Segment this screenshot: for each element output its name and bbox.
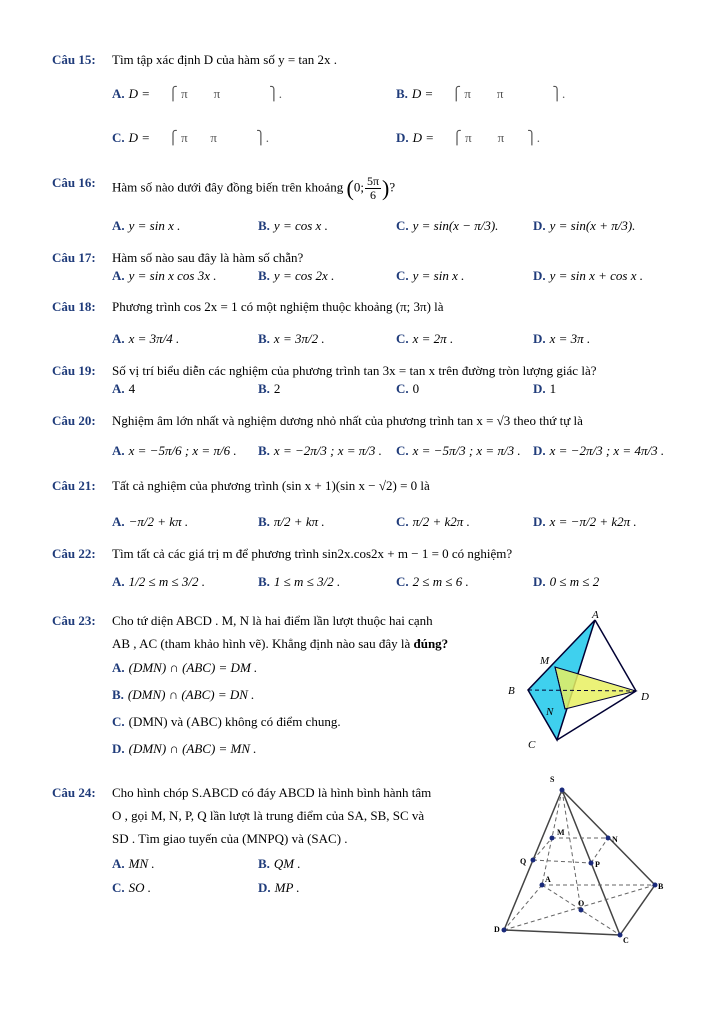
edge-dc bbox=[504, 930, 620, 935]
option-d[interactable]: D. x = −2π/3 ; x = 4π/3 . bbox=[533, 443, 665, 458]
option-d[interactable]: D. MP . bbox=[258, 880, 300, 895]
option-a[interactable]: A. x = −5π/6 ; x = π/6 . bbox=[112, 443, 237, 458]
option-d[interactable]: D. x = −π/2 + k2π . bbox=[533, 514, 637, 529]
option-a[interactable]: A. y = sin x . bbox=[112, 218, 181, 233]
option-a[interactable]: A. y = sin x cos 3x . bbox=[112, 268, 217, 283]
option-a[interactable]: A. −π/2 + kπ . bbox=[112, 514, 189, 529]
label-c: C bbox=[528, 739, 536, 751]
label-n: N bbox=[546, 706, 554, 718]
question-label: Câu 19: bbox=[52, 363, 96, 378]
option-b[interactable]: B. D = ⎧ π π ⎫. bbox=[396, 86, 566, 101]
question-label: Câu 20: bbox=[52, 413, 96, 428]
option-d[interactable]: D. (DMN) ∩ (ABC) = MN . bbox=[112, 741, 257, 756]
option-c[interactable]: C. SO . bbox=[112, 880, 152, 895]
edge-ad bbox=[504, 885, 542, 930]
option-b[interactable]: B. 2 bbox=[258, 381, 281, 396]
section-dmn bbox=[555, 667, 636, 709]
question-text: Phương trình cos 2x = 1 có một nghiệm thuộc khoảng (π; 3π) là bbox=[112, 299, 444, 314]
point-m bbox=[550, 836, 555, 841]
option-b[interactable]: B. y = cos x . bbox=[258, 218, 328, 233]
segment-qm bbox=[533, 838, 552, 860]
question-text: Nghiệm âm lớn nhất và nghiệm dương nhỏ nhất của phương trình tan x = √3 theo thứ tự là bbox=[112, 413, 583, 428]
label-d: D bbox=[494, 925, 500, 934]
question-text-line1: Cho hình chóp S.ABCD có đáy ABCD là hình bình hành tâm bbox=[112, 785, 432, 800]
option-a[interactable]: A. 4 bbox=[112, 381, 136, 396]
option-a[interactable]: A. x = 3π/4 . bbox=[112, 331, 180, 346]
point-s bbox=[560, 788, 565, 793]
label-o: O bbox=[578, 899, 585, 908]
point-d bbox=[502, 928, 507, 933]
label-a: A bbox=[592, 610, 599, 621]
question-text: Hàm số nào dưới đây đồng biến trên khoảng bbox=[112, 179, 344, 195]
option-d[interactable]: D. 1 bbox=[533, 381, 557, 396]
option-a[interactable]: A. D = ⎧ π π ⎫. bbox=[112, 86, 282, 101]
label-a: A bbox=[545, 875, 551, 884]
option-c[interactable]: C. 2 ≤ m ≤ 6 . bbox=[396, 574, 469, 589]
label-m: M bbox=[540, 655, 550, 667]
question-text: Số vị trí biểu diễn các nghiệm của phương trình tan 3x = tan x trên đường tròn lượng giác là? bbox=[112, 363, 597, 378]
option-a[interactable]: A. MN . bbox=[112, 856, 155, 871]
option-b[interactable]: B. x = −2π/3 ; x = π/3 . bbox=[258, 443, 382, 458]
question-label: Câu 17: bbox=[52, 250, 96, 265]
option-c[interactable]: C. 0 bbox=[396, 381, 420, 396]
question-label: Câu 16: bbox=[52, 175, 96, 190]
option-b[interactable]: B. QM . bbox=[258, 856, 301, 871]
option-a[interactable]: A. (DMN) ∩ (ABC) = DM . bbox=[112, 660, 258, 675]
option-b[interactable]: B. x = 3π/2 . bbox=[258, 331, 325, 346]
question-label: Câu 15: bbox=[52, 52, 96, 67]
question-label: Câu 24: bbox=[52, 785, 96, 800]
point-o bbox=[579, 908, 584, 913]
question-label: Câu 21: bbox=[52, 478, 96, 493]
option-d[interactable]: D. 0 ≤ m ≤ 2 bbox=[533, 574, 600, 589]
option-c[interactable]: C. (DMN) và (ABC) không có điểm chung. bbox=[112, 714, 341, 729]
option-d[interactable]: D. y = sin(x + π/3). bbox=[533, 218, 636, 233]
point-a bbox=[540, 883, 545, 888]
option-a[interactable]: A. 1/2 ≤ m ≤ 3/2 . bbox=[112, 574, 206, 589]
label-q: Q bbox=[520, 857, 527, 866]
question-text: Tìm tất cả các giá trị m để phương trình sin2x.cos2x + m − 1 = 0 có nghiệm? bbox=[112, 546, 513, 561]
option-b[interactable]: B. 1 ≤ m ≤ 3/2 . bbox=[258, 574, 341, 589]
label-s: S bbox=[550, 775, 555, 784]
question-label: Câu 18: bbox=[52, 299, 96, 314]
option-c[interactable]: C. y = sin(x − π/3). bbox=[396, 218, 499, 233]
label-c: C bbox=[623, 936, 629, 945]
question-label: Câu 22: bbox=[52, 546, 96, 561]
point-q bbox=[531, 858, 536, 863]
question-text-line3: SD . Tìm giao tuyến của (MNPQ) và (SAC) . bbox=[112, 831, 348, 846]
option-d[interactable]: D. x = 3π . bbox=[533, 331, 591, 346]
pyramid-figure bbox=[490, 770, 670, 950]
point-n bbox=[606, 836, 611, 841]
question-text: Tìm tập xác định D của hàm số y = tan 2x . bbox=[112, 52, 338, 67]
option-c[interactable]: C. y = sin x . bbox=[396, 268, 465, 283]
edge-cb bbox=[620, 885, 655, 935]
question-text-line1: Cho tứ diện ABCD . M, N là hai điểm lần lượt thuộc hai cạnh bbox=[112, 613, 433, 628]
segment-qp bbox=[533, 860, 591, 863]
label-b: B bbox=[508, 685, 515, 697]
point-b bbox=[653, 883, 658, 888]
option-b[interactable]: B. (DMN) ∩ (ABC) = DN . bbox=[112, 687, 255, 702]
question-text: Tất cả nghiệm của phương trình (sin x + 1)(sin x − √2) = 0 là bbox=[112, 478, 430, 493]
tetrahedron-figure bbox=[500, 610, 670, 755]
option-d[interactable]: D. y = sin x + cos x . bbox=[533, 268, 643, 283]
question-text: Hàm số nào sau đây là hàm số chẵn? bbox=[112, 250, 304, 265]
label-n: N bbox=[612, 835, 618, 844]
label-b: B bbox=[658, 882, 664, 891]
option-d[interactable]: D. D = ⎧ π π ⎫. bbox=[396, 130, 540, 145]
option-c[interactable]: C. π/2 + k2π . bbox=[396, 514, 470, 529]
question-label: Câu 23: bbox=[52, 613, 96, 628]
question-text-line2: AB , AC (tham khảo hình vẽ). Khẳng định nào sau đây là đúng? bbox=[112, 636, 449, 651]
question-text-line2: O , gọi M, N, P, Q lần lượt là trung điểm của SA, SB, SC và bbox=[112, 808, 425, 823]
option-c[interactable]: C. x = 2π . bbox=[396, 331, 454, 346]
point-p bbox=[589, 861, 594, 866]
option-b[interactable]: B. π/2 + kπ . bbox=[258, 514, 325, 529]
label-p: P bbox=[595, 860, 600, 869]
label-m: M bbox=[557, 828, 565, 837]
option-b[interactable]: B. y = cos 2x . bbox=[258, 268, 335, 283]
point-c bbox=[618, 933, 623, 938]
option-c[interactable]: C. D = ⎧ π π ⎫. bbox=[112, 130, 269, 145]
segment-so bbox=[562, 790, 581, 910]
option-c[interactable]: C. x = −5π/3 ; x = π/3 . bbox=[396, 443, 521, 458]
label-d: D bbox=[641, 691, 649, 703]
